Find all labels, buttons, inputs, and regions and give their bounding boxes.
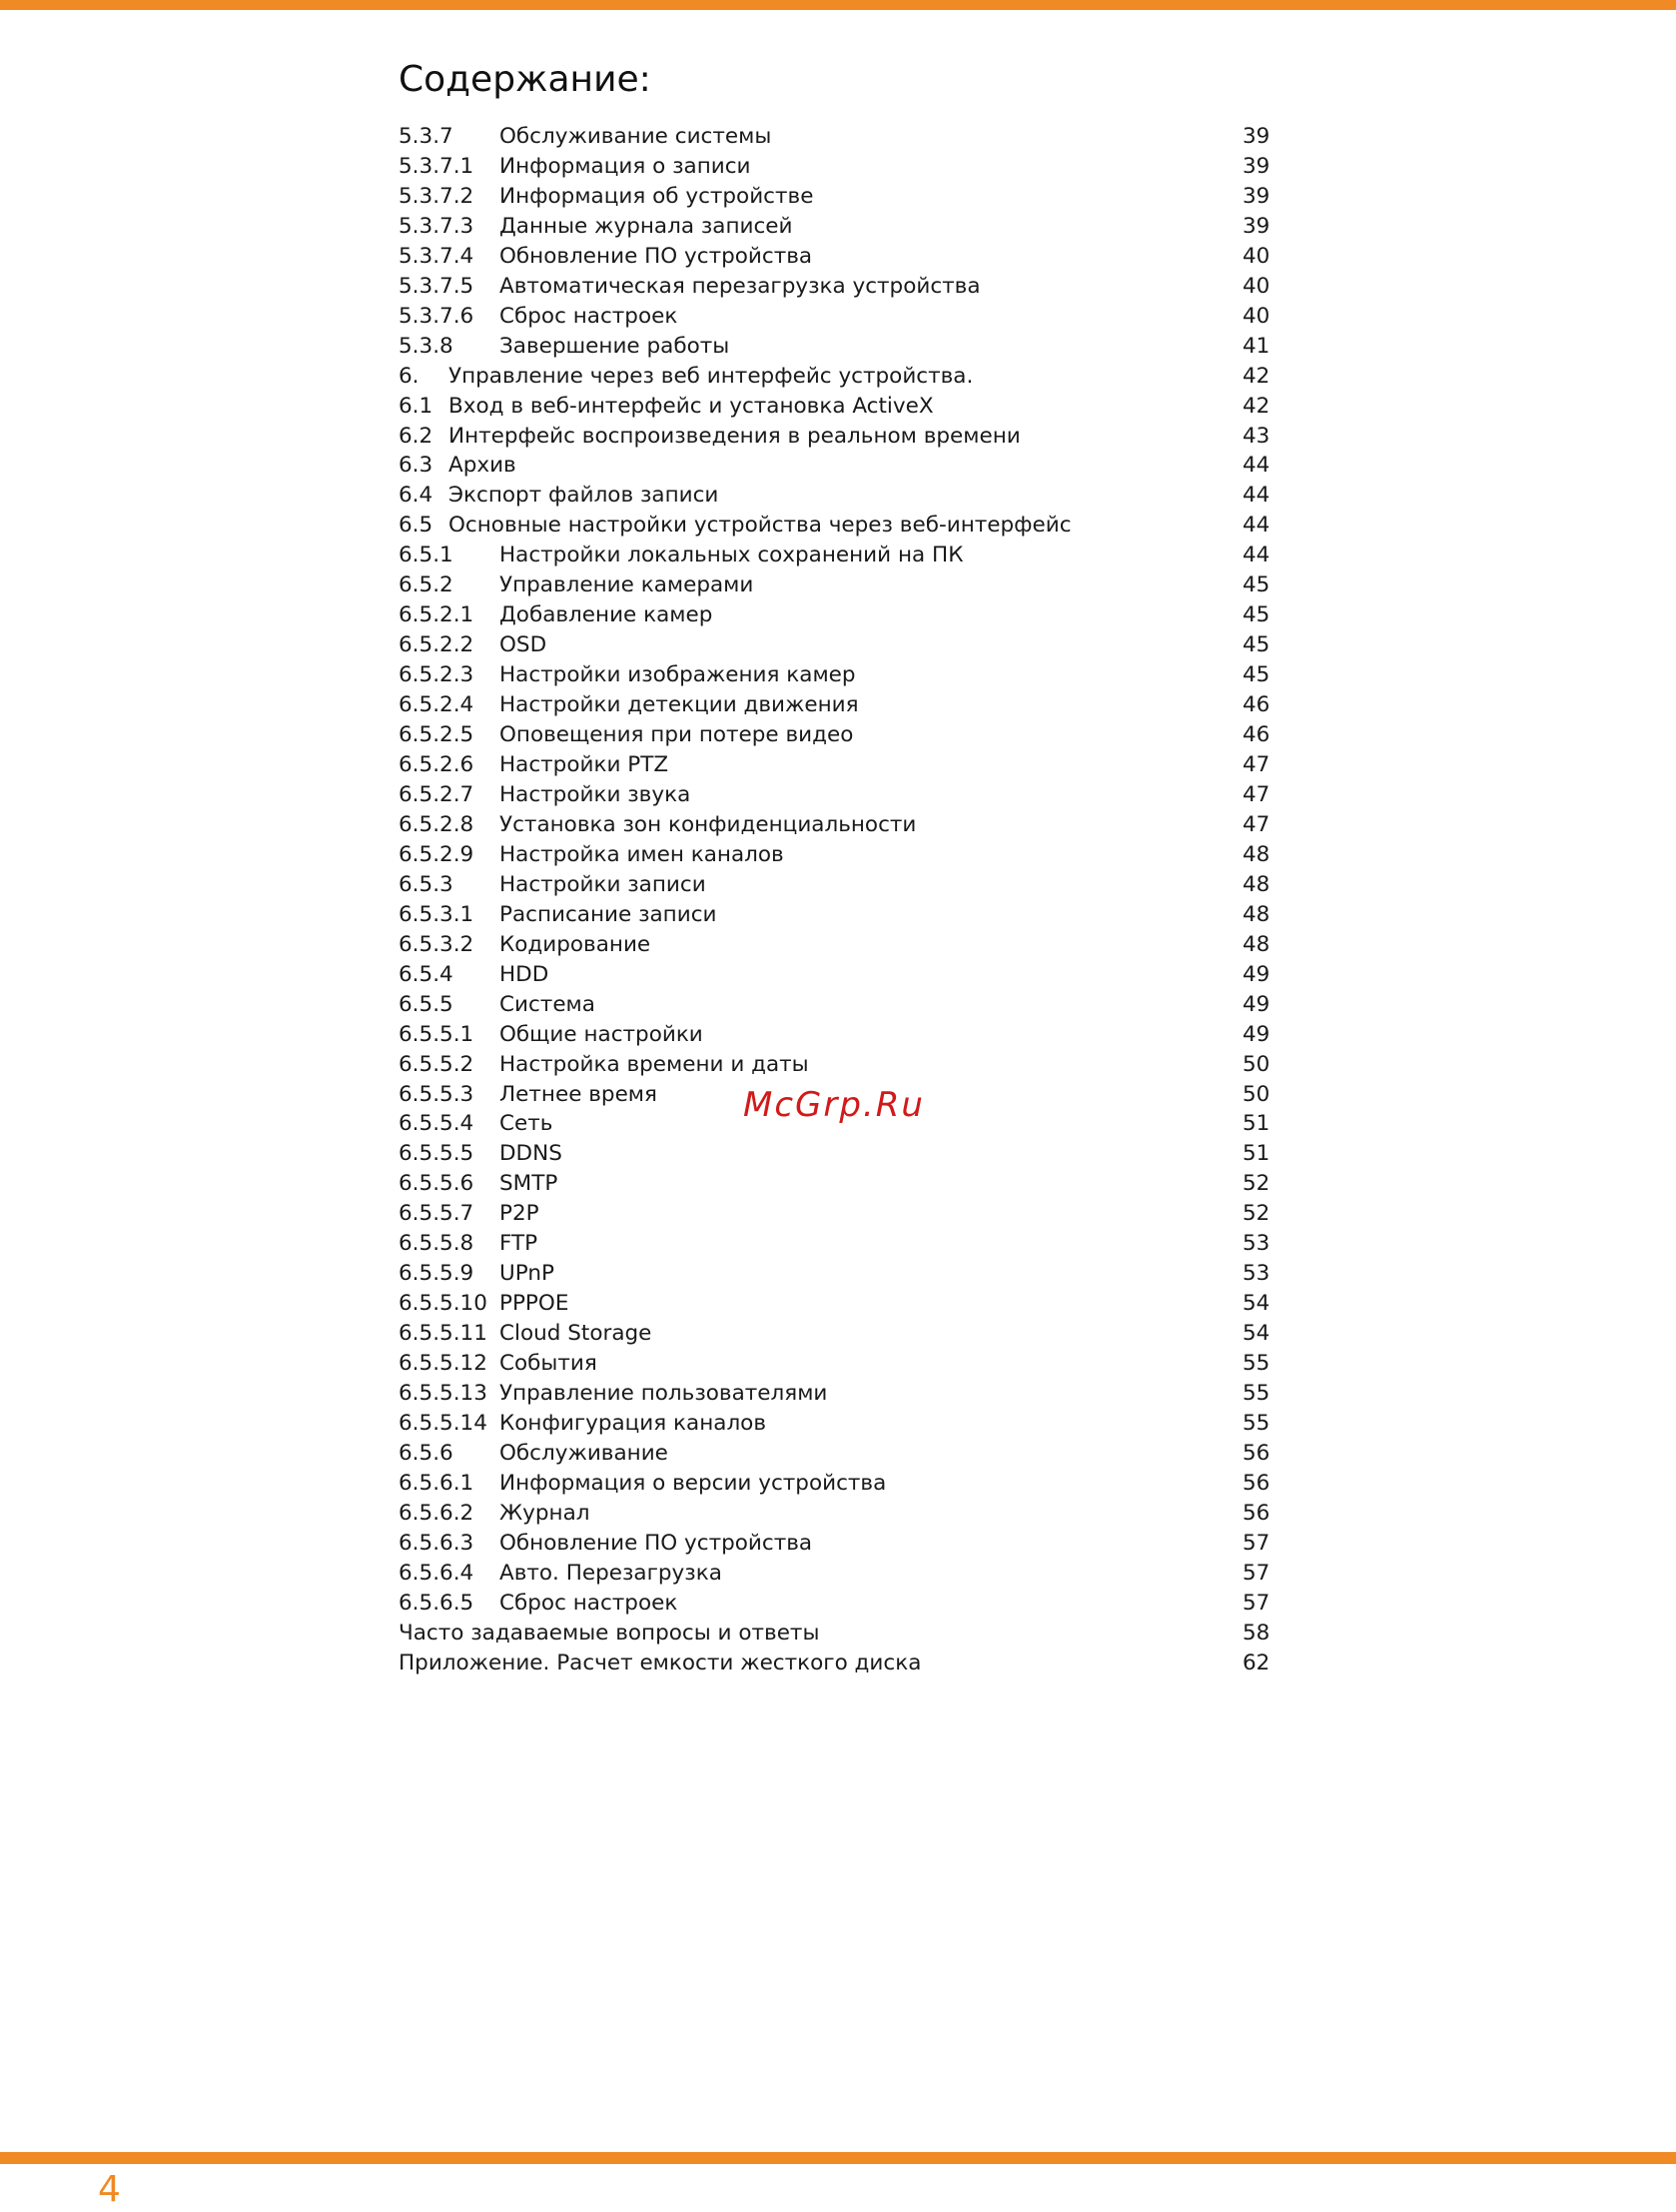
toc-entry-label: UPnP: [499, 1261, 554, 1287]
toc-entry-label: Интерфейс воспроизведения в реальном времени: [448, 423, 1021, 449]
toc-entry-label: Управление камерами: [499, 572, 754, 598]
toc-entry-number: 6.5.5.5: [399, 1141, 474, 1167]
toc-entry-number: 6.5.6.1: [399, 1470, 474, 1496]
toc-entry-number: 6.5.2.6: [399, 752, 474, 778]
toc-entry-page: 43: [1243, 423, 1270, 449]
toc-entry-number: 6.5.5.1: [399, 1021, 474, 1047]
toc-entry-page: 50: [1243, 1051, 1270, 1077]
toc-entry-number: 6.5.2.8: [399, 811, 474, 837]
toc-entry-label: Управление через веб интерфейс устройства.: [448, 363, 974, 389]
toc-entry[interactable]: [399, 451, 1277, 481]
toc-entry[interactable]: [399, 1529, 1277, 1559]
table-of-contents: [399, 122, 1277, 1678]
toc-entry-number: 6.5.2.4: [399, 692, 474, 718]
toc-entry[interactable]: [399, 780, 1277, 810]
toc-entry-label: Экспорт файлов записи: [448, 483, 719, 509]
toc-entry-page: 56: [1243, 1500, 1270, 1526]
toc-entry-label: Информация об устройстве: [499, 183, 814, 209]
toc-entry[interactable]: [399, 242, 1277, 272]
toc-entry-label: Обновление ПО устройства: [499, 243, 813, 269]
toc-entry-page: 42: [1243, 363, 1270, 389]
toc-entry-page: 56: [1243, 1470, 1270, 1496]
toc-entry-number: 6.5.2.2: [399, 632, 474, 658]
toc-entry-label: Журнал: [499, 1500, 590, 1526]
page-number: 4: [98, 2169, 121, 2210]
toc-entry[interactable]: [399, 600, 1277, 630]
toc-entry-page: 42: [1243, 393, 1270, 419]
toc-entry[interactable]: [399, 481, 1277, 511]
toc-entry-page: 47: [1243, 811, 1270, 837]
toc-entry-number: 6.3: [399, 453, 433, 479]
toc-entry[interactable]: [399, 1169, 1277, 1199]
toc-entry[interactable]: [399, 1289, 1277, 1319]
toc-entry[interactable]: [399, 630, 1277, 660]
toc-entry-page: 57: [1243, 1530, 1270, 1556]
toc-entry-page: 48: [1243, 901, 1270, 927]
top-accent-bar: [0, 0, 1676, 10]
toc-entry[interactable]: [399, 1349, 1277, 1379]
toc-entry-page: 55: [1243, 1351, 1270, 1377]
toc-entry[interactable]: [399, 1229, 1277, 1259]
toc-entry-page: 52: [1243, 1201, 1270, 1227]
toc-entry-page: 52: [1243, 1171, 1270, 1197]
toc-entry-page: 39: [1243, 153, 1270, 179]
toc-entry-number: 6.2: [399, 423, 433, 449]
toc-entry[interactable]: [399, 960, 1277, 990]
toc-entry-number: 5.3.7.5: [399, 273, 474, 299]
toc-entry[interactable]: [399, 570, 1277, 600]
toc-entry-page: 55: [1243, 1381, 1270, 1407]
toc-entry[interactable]: [399, 1409, 1277, 1439]
bottom-accent-bar: [0, 2152, 1676, 2164]
toc-entry-number: 5.3.7.4: [399, 243, 474, 269]
toc-entry-label: Оповещения при потере видео: [499, 722, 854, 748]
toc-entry[interactable]: [399, 1379, 1277, 1409]
toc-entry-number: 6.5.4: [399, 961, 453, 987]
toc-entry-number: 6.5.5.7: [399, 1201, 474, 1227]
toc-entry[interactable]: [399, 392, 1277, 422]
toc-entry-page: 53: [1243, 1261, 1270, 1287]
toc-entry-number: 6.5.6.3: [399, 1530, 474, 1556]
toc-entry-number: 6.5.2.1: [399, 602, 474, 628]
toc-entry-number: 6.5: [399, 513, 433, 539]
toc-entry-number: 6.5.3.2: [399, 931, 474, 957]
page-title: Содержание:: [399, 59, 651, 100]
toc-entry[interactable]: [399, 1259, 1277, 1289]
toc-entry-label: Кодирование: [499, 931, 651, 957]
toc-entry[interactable]: [399, 720, 1277, 750]
toc-entry[interactable]: [399, 122, 1277, 152]
toc-entry-page: 49: [1243, 991, 1270, 1017]
toc-entry-label: Информация о версии устройства: [499, 1470, 887, 1496]
toc-entry-label: Настройка времени и даты: [499, 1051, 809, 1077]
toc-entry-page: 62: [1243, 1650, 1270, 1675]
toc-entry-number: 5.3.7: [399, 124, 453, 149]
toc-entry[interactable]: [399, 930, 1277, 960]
toc-entry-page: 51: [1243, 1141, 1270, 1167]
toc-entry-label: Автоматическая перезагрузка устройства: [499, 273, 981, 299]
toc-entry-page: 44: [1243, 483, 1270, 509]
toc-entry-number: 6.5.5.8: [399, 1231, 474, 1257]
toc-entry-label: Данные журнала записей: [499, 213, 793, 239]
toc-entry-number: 6.5.5.2: [399, 1051, 474, 1077]
toc-entry[interactable]: [399, 272, 1277, 302]
toc-entry-label: Часто задаваемые вопросы и ответы: [399, 1620, 820, 1646]
toc-entry[interactable]: [399, 541, 1277, 570]
toc-entry-number: 6.5.1: [399, 543, 453, 568]
toc-entry-page: 56: [1243, 1440, 1270, 1466]
toc-entry-label: Вход в веб-интерфейс и установка ActiveX: [448, 393, 934, 419]
toc-entry[interactable]: [399, 511, 1277, 541]
toc-entry-label: Установка зон конфиденциальности: [499, 811, 917, 837]
toc-entry-number: 6.5.2.5: [399, 722, 474, 748]
toc-entry-page: 40: [1243, 273, 1270, 299]
toc-entry-page: 45: [1243, 662, 1270, 688]
toc-entry-label: Авто. Перезагрузка: [499, 1560, 722, 1586]
toc-entry-number: 5.3.7.1: [399, 153, 474, 179]
toc-entry-page: 57: [1243, 1560, 1270, 1586]
toc-entry-page: 44: [1243, 453, 1270, 479]
toc-entry-number: 6.5.5.13: [399, 1381, 487, 1407]
toc-entry[interactable]: [399, 362, 1277, 392]
toc-entry[interactable]: [399, 1559, 1277, 1589]
toc-entry-number: 6.4: [399, 483, 433, 509]
toc-entry[interactable]: [399, 152, 1277, 182]
toc-entry-label: Архив: [448, 453, 516, 479]
toc-entry[interactable]: [399, 332, 1277, 362]
toc-entry-page: 57: [1243, 1590, 1270, 1616]
toc-entry-label: Общие настройки: [499, 1021, 703, 1047]
toc-entry[interactable]: [399, 990, 1277, 1020]
toc-entry-number: 6.5.6.2: [399, 1500, 474, 1526]
toc-entry-label: Управление пользователями: [499, 1381, 828, 1407]
toc-entry-page: 58: [1243, 1620, 1270, 1646]
toc-entry-label: Настройки звука: [499, 781, 691, 807]
toc-entry-number: 6.1: [399, 393, 433, 419]
toc-entry-page: 45: [1243, 632, 1270, 658]
toc-entry-label: Основные настройки устройства через веб-интерфейс: [448, 513, 1072, 539]
toc-entry[interactable]: [399, 870, 1277, 900]
toc-entry-label: Приложение. Расчет емкости жесткого диска: [399, 1650, 922, 1675]
watermark: McGrp.Ru: [743, 1085, 925, 1125]
toc-entry[interactable]: [399, 900, 1277, 930]
toc-entry-label: Добавление камер: [499, 602, 713, 628]
toc-entry-label: HDD: [499, 961, 549, 987]
toc-entry-number: 6.5.6: [399, 1440, 453, 1466]
toc-entry-page: 51: [1243, 1111, 1270, 1137]
toc-entry-page: 45: [1243, 572, 1270, 598]
toc-entry-page: 53: [1243, 1231, 1270, 1257]
toc-entry-label: Расписание записи: [499, 901, 717, 927]
toc-entry-page: 44: [1243, 543, 1270, 568]
toc-entry[interactable]: [399, 1499, 1277, 1529]
toc-entry-number: 6.: [399, 363, 419, 389]
toc-entry-page: 48: [1243, 841, 1270, 867]
toc-entry-page: 47: [1243, 752, 1270, 778]
toc-entry-label: SMTP: [499, 1171, 558, 1197]
toc-entry-page: 54: [1243, 1321, 1270, 1347]
toc-entry[interactable]: [399, 1050, 1277, 1080]
toc-entry-label: Обслуживание: [499, 1440, 668, 1466]
toc-entry-label: P2P: [499, 1201, 539, 1227]
toc-entry-label: FTP: [499, 1231, 538, 1257]
toc-entry-number: 6.5.5.12: [399, 1351, 487, 1377]
toc-entry-label: OSD: [499, 632, 547, 658]
toc-entry-number: 6.5.5.3: [399, 1081, 474, 1107]
toc-entry-page: 49: [1243, 1021, 1270, 1047]
toc-entry-number: 5.3.7.2: [399, 183, 474, 209]
toc-entry-number: 6.5.5.6: [399, 1171, 474, 1197]
toc-entry-number: 6.5.5.10: [399, 1291, 487, 1317]
toc-entry-label: Сброс настроек: [499, 303, 678, 329]
toc-entry-label: Сброс настроек: [499, 1590, 678, 1616]
toc-entry-number: 6.5.2: [399, 572, 453, 598]
toc-entry-label: Сеть: [499, 1111, 553, 1137]
toc-entry-label: Летнее время: [499, 1081, 657, 1107]
toc-entry-number: 6.5.6.4: [399, 1560, 474, 1586]
toc-entry[interactable]: [399, 1139, 1277, 1169]
toc-entry-page: 39: [1243, 213, 1270, 239]
toc-entry-label: Настройки PTZ: [499, 752, 669, 778]
toc-entry[interactable]: [399, 302, 1277, 332]
toc-entry-page: 50: [1243, 1081, 1270, 1107]
toc-entry-number: 6.5.2.7: [399, 781, 474, 807]
toc-entry-label: Информация о записи: [499, 153, 751, 179]
toc-entry[interactable]: [399, 1199, 1277, 1229]
toc-entry-number: 6.5.2.3: [399, 662, 474, 688]
toc-entry-number: 5.3.8: [399, 333, 453, 359]
toc-entry-label: Настройки детекции движения: [499, 692, 859, 718]
toc-entry-label: Система: [499, 991, 595, 1017]
toc-entry-label: DDNS: [499, 1141, 562, 1167]
toc-entry-page: 40: [1243, 303, 1270, 329]
toc-entry-label: Конфигурация каналов: [499, 1410, 767, 1436]
toc-entry-page: 48: [1243, 871, 1270, 897]
toc-entry-page: 39: [1243, 124, 1270, 149]
toc-entry[interactable]: [399, 212, 1277, 242]
toc-entry[interactable]: [399, 690, 1277, 720]
toc-entry-number: 6.5.6.5: [399, 1590, 474, 1616]
toc-entry-number: 6.5.5.14: [399, 1410, 487, 1436]
toc-entry[interactable]: [399, 1469, 1277, 1499]
toc-entry[interactable]: [399, 1589, 1277, 1619]
toc-entry-page: 47: [1243, 781, 1270, 807]
toc-entry-label: PPPOE: [499, 1291, 569, 1317]
toc-entry-page: 45: [1243, 602, 1270, 628]
toc-entry-page: 46: [1243, 692, 1270, 718]
toc-entry[interactable]: [399, 1649, 1277, 1678]
toc-entry[interactable]: [399, 1619, 1277, 1649]
toc-entry-label: События: [499, 1351, 597, 1377]
toc-entry[interactable]: [399, 1439, 1277, 1469]
toc-entry[interactable]: [399, 182, 1277, 212]
toc-entry-page: 48: [1243, 931, 1270, 957]
toc-entry-label: Настройки записи: [499, 871, 706, 897]
toc-entry-label: Обновление ПО устройства: [499, 1530, 813, 1556]
toc-entry-label: Настройка имен каналов: [499, 841, 784, 867]
toc-entry-label: Обслуживание системы: [499, 124, 772, 149]
toc-entry-page: 46: [1243, 722, 1270, 748]
toc-entry-number: 5.3.7.6: [399, 303, 474, 329]
toc-entry[interactable]: [399, 750, 1277, 780]
toc-entry[interactable]: [399, 422, 1277, 452]
toc-entry-number: 5.3.7.3: [399, 213, 474, 239]
toc-entry-number: 6.5.5: [399, 991, 453, 1017]
toc-entry-label: Настройки изображения камер: [499, 662, 856, 688]
toc-entry-number: 6.5.5.4: [399, 1111, 474, 1137]
toc-entry[interactable]: [399, 810, 1277, 840]
toc-entry[interactable]: [399, 840, 1277, 870]
toc-entry-number: 6.5.5.11: [399, 1321, 487, 1347]
toc-entry-label: Настройки локальных сохранений на ПК: [499, 543, 964, 568]
toc-entry-number: 6.5.5.9: [399, 1261, 474, 1287]
toc-entry-page: 49: [1243, 961, 1270, 987]
toc-entry[interactable]: [399, 660, 1277, 690]
toc-entry[interactable]: [399, 1020, 1277, 1050]
toc-entry-page: 40: [1243, 243, 1270, 269]
toc-entry-number: 6.5.3.1: [399, 901, 474, 927]
toc-entry-label: Cloud Storage: [499, 1321, 652, 1347]
toc-entry-label: Завершение работы: [499, 333, 730, 359]
toc-entry-page: 39: [1243, 183, 1270, 209]
toc-entry-page: 54: [1243, 1291, 1270, 1317]
toc-entry-page: 44: [1243, 513, 1270, 539]
toc-entry-page: 41: [1243, 333, 1270, 359]
toc-entry-number: 6.5.2.9: [399, 841, 474, 867]
toc-entry[interactable]: [399, 1319, 1277, 1349]
toc-entry-number: 6.5.3: [399, 871, 453, 897]
toc-entry-page: 55: [1243, 1410, 1270, 1436]
